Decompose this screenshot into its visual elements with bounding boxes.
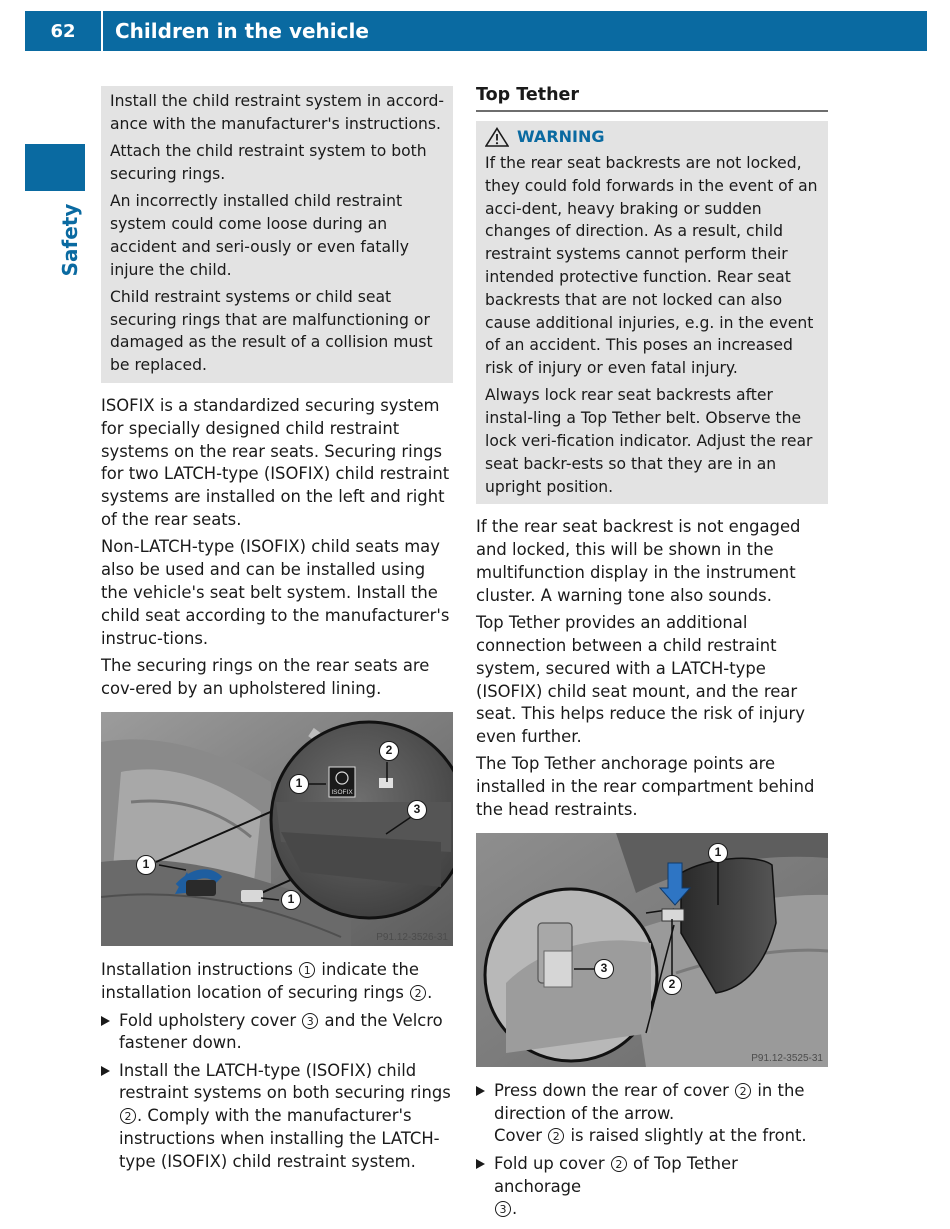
- callout-2: 2: [379, 741, 399, 761]
- isofix-illustration: [101, 712, 453, 946]
- step-text: is raised slightly at the front.: [570, 1126, 807, 1146]
- warning-box: [476, 121, 828, 504]
- step-text: and the Velcro fastener down.: [119, 1010, 443, 1053]
- body-paragraph: ISOFIX is a standardized securing system for specially designed child restraint systems on the rear seats. Securing rings for two LATCH-type (ISOFIX) child restraint systems are installed on the left and right of the rear seats.: [101, 396, 450, 530]
- step-text: .: [512, 1199, 518, 1219]
- step-text: in the direction of the arrow.: [494, 1080, 805, 1123]
- chapter-title: Children in the vehicle: [115, 19, 369, 43]
- instruction-step: [101, 1060, 453, 1174]
- callout-1: 1: [136, 855, 156, 875]
- warning-label: WARNING: [517, 127, 605, 146]
- step-text: . Comply with the manufacturer's instructions when installing the LATCH-type (ISOFIX) child restraint system.: [119, 1106, 440, 1171]
- note-paragraph: Install the child restraint system in accord-ance with the manufacturer's instructions.: [110, 92, 444, 133]
- caption-text: Installation instructions: [101, 960, 293, 980]
- callout-1: 1: [708, 843, 728, 863]
- note-box: [101, 86, 453, 383]
- step-triangle-icon: [476, 1086, 485, 1096]
- isofix-figure: [101, 712, 453, 946]
- body-paragraph: If the rear seat backrest is not engaged and locked, this will be shown in the multifunction display in the instrument cluster. A warning tone also sounds.: [476, 517, 801, 605]
- reference-number: 3: [302, 1013, 318, 1029]
- warning-paragraph: If the rear seat backrests are not locked, they could fold forwards in the event of an acci-dent, heavy braking or sudden changes of direction. As a result, child restraint systems cannot perform their intended protective function. Rear seat backrests that are not locked can also cause additional injuries, e.g. in the event of an accident. This poses an increased risk of injury or even fatal injury.: [485, 154, 818, 378]
- reference-number: 1: [299, 962, 315, 978]
- step-triangle-icon: [101, 1016, 110, 1026]
- body-paragraph: The Top Tether anchorage points are installed in the rear compartment behind the head restraints.: [476, 754, 815, 820]
- header-divider: [101, 11, 103, 51]
- note-paragraph: An incorrectly installed child restraint system could come loose during an accident and seri-ously or even fatally injure the child.: [110, 192, 409, 279]
- step-text: Fold up cover: [494, 1153, 605, 1173]
- instruction-step: [101, 1010, 453, 1056]
- page-header: [25, 11, 927, 51]
- figure-id: P91.12-3526-31: [376, 932, 448, 944]
- section-tab-marker: [25, 144, 85, 191]
- step-text: Fold upholstery cover: [119, 1010, 297, 1030]
- isofix-text: [101, 395, 453, 700]
- reference-number: 2: [735, 1083, 751, 1099]
- warning-paragraph: Always lock rear seat backrests after instal-ling a Top Tether belt. Observe the lock veri-fication indicator. Adjust the rear seat backr-ests so that they are in an upright position.: [485, 386, 813, 496]
- caption-text: indicate the installation location of securing rings: [101, 960, 419, 1003]
- body-paragraph: Top Tether provides an additional connection between a child restraint system, secured with a LATCH-type (ISOFIX) child seat mount, and the rear seat. This helps reduce the risk of injury even further.: [476, 613, 805, 747]
- step-text: Install the LATCH-type (ISOFIX) child restraint systems on both securing rings: [119, 1060, 451, 1103]
- note-paragraph: Child restraint systems or child seat securing rings that are malfunctioning or damaged as the result of a collision must be replaced.: [110, 287, 433, 375]
- warning-triangle-icon: [485, 127, 509, 147]
- reference-number: 2: [410, 985, 426, 1001]
- callout-2: 2: [662, 975, 682, 995]
- top-tether-illustration: [476, 833, 828, 1067]
- note-paragraph: Attach the child restraint system to both securing rings.: [110, 142, 427, 183]
- step-text: Cover: [494, 1126, 542, 1146]
- reference-number: 2: [611, 1156, 627, 1172]
- callout-3: 3: [407, 800, 427, 820]
- body-paragraph: The securing rings on the rear seats are cov-ered by an upholstered lining.: [101, 655, 430, 698]
- callout-3: 3: [594, 959, 614, 979]
- top-tether-steps: [476, 1080, 828, 1221]
- step-text: Press down the rear of cover: [494, 1080, 729, 1100]
- callout-1: 1: [289, 774, 309, 794]
- step-text: of Top Tether anchorage: [494, 1153, 738, 1196]
- reference-number: 2: [548, 1128, 564, 1144]
- caption-text: .: [427, 983, 433, 1003]
- figure-caption: [101, 959, 453, 1005]
- callout-1: 1: [281, 890, 301, 910]
- reference-number: 2: [120, 1108, 136, 1124]
- reference-number: 3: [495, 1201, 511, 1217]
- top-tether-figure: [476, 833, 828, 1067]
- step-triangle-icon: [476, 1159, 485, 1169]
- top-tether-text: [476, 516, 828, 821]
- instruction-step: [476, 1153, 828, 1221]
- section-tab-label: Safety: [58, 203, 82, 277]
- warning-title: [485, 125, 820, 149]
- figure-id: P91.12-3525-31: [751, 1052, 823, 1064]
- isofix-symbol-label: ISOFIX: [331, 789, 353, 797]
- left-column: [101, 86, 453, 1178]
- step-triangle-icon: [101, 1066, 110, 1076]
- section-heading: Top Tether: [476, 84, 828, 112]
- installation-steps: [101, 959, 453, 1173]
- body-paragraph: Non-LATCH-type (ISOFIX) child seats may also be used and can be installed using the vehicle's seat belt system. Install the child seat according to the manufacturer's instruc-tions.: [101, 537, 450, 648]
- instruction-step: [476, 1080, 828, 1148]
- right-column: [476, 84, 828, 1226]
- page-number: 62: [50, 21, 76, 42]
